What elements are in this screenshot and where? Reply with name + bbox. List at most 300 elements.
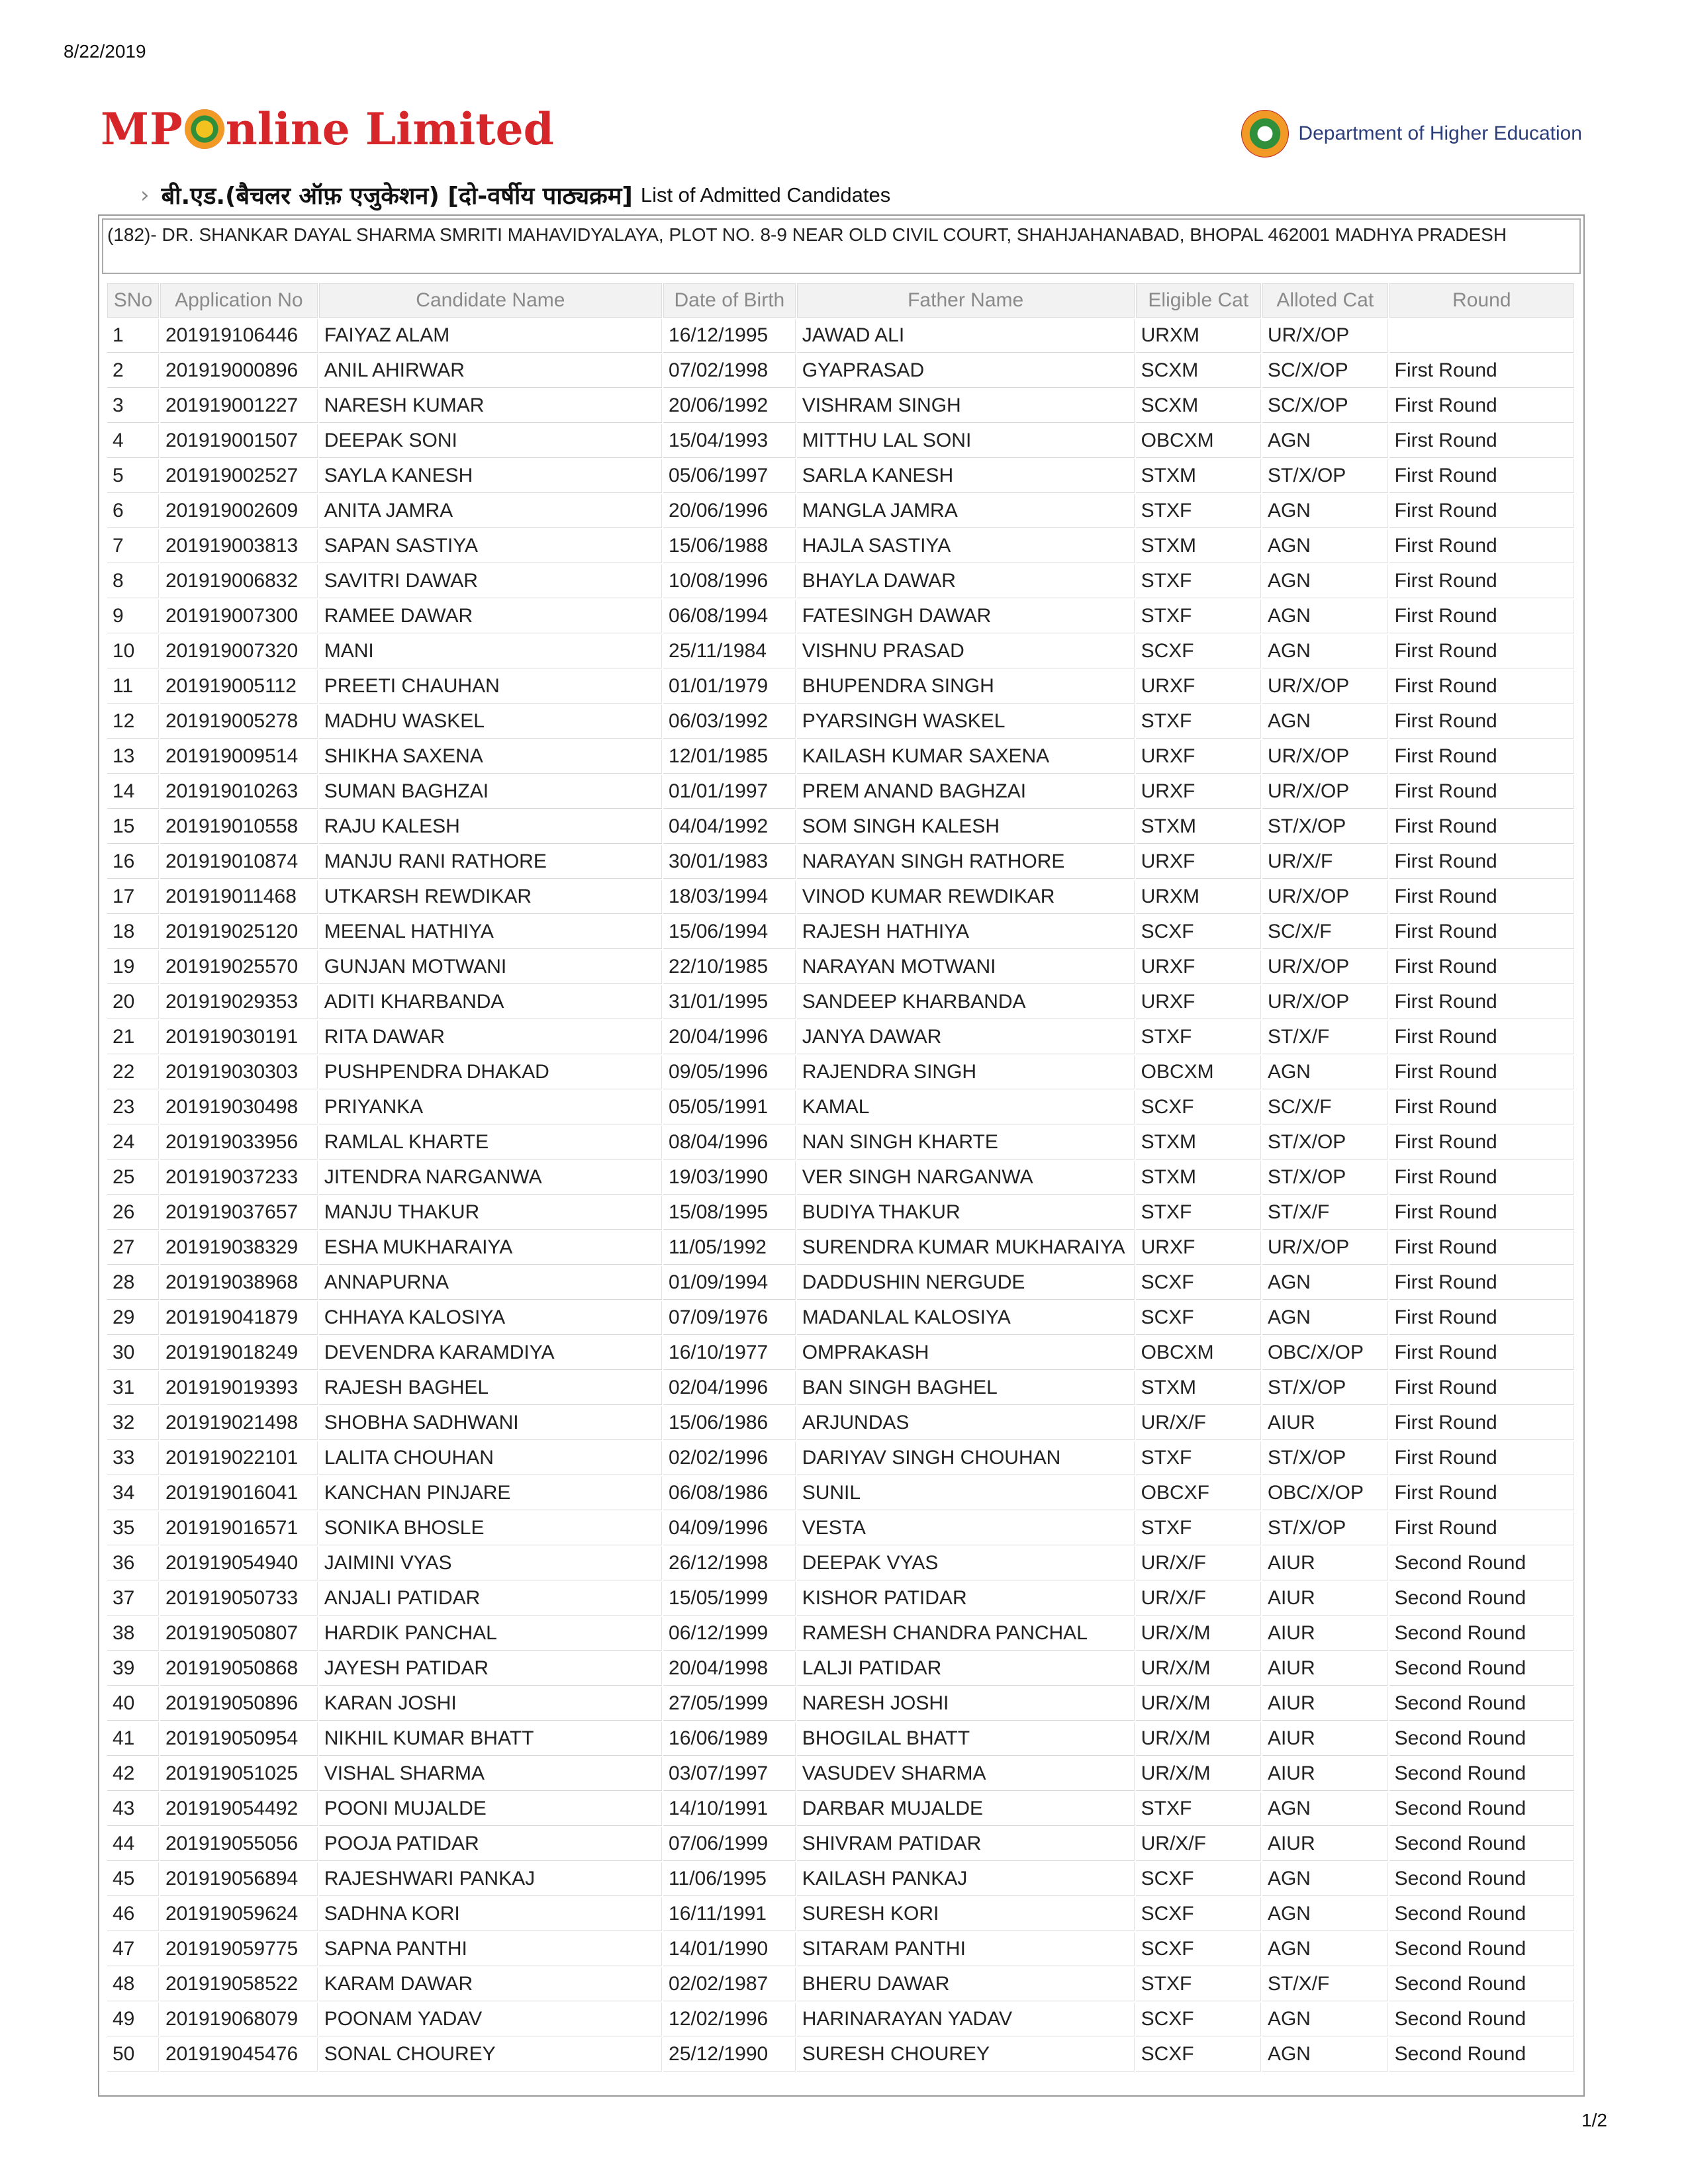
cell-eligible-cat: UR/X/F <box>1136 1406 1261 1440</box>
table-row <box>107 600 1574 633</box>
table-row <box>107 1021 1574 1054</box>
cell-round: First Round <box>1389 1126 1574 1160</box>
cell-application-no: 201919025120 <box>160 915 318 949</box>
cell-dob: 10/08/1996 <box>663 565 796 598</box>
cell-father-name: SHIVRAM PATIDAR <box>797 1827 1135 1861</box>
cell-application-no: 201919003813 <box>160 529 318 563</box>
cell-alloted-cat: AGN <box>1262 2038 1388 2071</box>
cell-dob: 20/04/1998 <box>663 1652 796 1686</box>
cell-eligible-cat: STXF <box>1136 1512 1261 1545</box>
cell-round: First Round <box>1389 670 1574 704</box>
cell-application-no: 201919005278 <box>160 705 318 739</box>
cell-father-name: RAJENDRA SINGH <box>797 1056 1135 1089</box>
cell-dob: 16/12/1995 <box>663 319 796 353</box>
cell-sno: 9 <box>107 600 159 633</box>
cell-sno: 18 <box>107 915 159 949</box>
table-row <box>107 1441 1574 1475</box>
cell-father-name: SITARAM PANTHI <box>797 1933 1135 1966</box>
cell-application-no: 201919030303 <box>160 1056 318 1089</box>
cell-father-name: VISHNU PRASAD <box>797 635 1135 668</box>
cell-father-name: DEEPAK VYAS <box>797 1547 1135 1580</box>
cell-application-no: 201919058522 <box>160 1968 318 2001</box>
cell-father-name: OMPRAKASH <box>797 1336 1135 1370</box>
cell-application-no: 201919030498 <box>160 1091 318 1124</box>
cell-alloted-cat: AGN <box>1262 635 1388 668</box>
cell-alloted-cat: SC/X/F <box>1262 915 1388 949</box>
table-row <box>107 319 1574 353</box>
cell-eligible-cat: UR/X/M <box>1136 1617 1261 1651</box>
cell-alloted-cat: UR/X/F <box>1262 845 1388 879</box>
cell-round: Second Round <box>1389 2038 1574 2071</box>
table-row <box>107 950 1574 984</box>
cell-alloted-cat: AGN <box>1262 424 1388 458</box>
cell-eligible-cat: SCXF <box>1136 915 1261 949</box>
table-row <box>107 1897 1574 1931</box>
table-row <box>107 985 1574 1019</box>
print-date: 8/22/2019 <box>64 41 146 62</box>
cell-eligible-cat: SCXF <box>1136 2038 1261 2071</box>
table-row <box>107 1862 1574 1896</box>
table-row <box>107 775 1574 809</box>
table-row <box>107 670 1574 704</box>
table-row <box>107 880 1574 914</box>
cell-eligible-cat: SCXM <box>1136 389 1261 423</box>
cell-father-name: BUDIYA THAKUR <box>797 1196 1135 1230</box>
table-row <box>107 529 1574 563</box>
cell-candidate-name: JITENDRA NARGANWA <box>319 1161 662 1195</box>
cell-eligible-cat: UR/X/M <box>1136 1757 1261 1791</box>
cell-father-name: NARAYAN SINGH RATHORE <box>797 845 1135 879</box>
cell-father-name: LALJI PATIDAR <box>797 1652 1135 1686</box>
cell-eligible-cat: UR/X/M <box>1136 1687 1261 1721</box>
cell-eligible-cat: URXF <box>1136 1231 1261 1265</box>
table-row <box>107 2003 1574 2036</box>
cell-application-no: 201919056894 <box>160 1862 318 1896</box>
cell-application-no: 201919033956 <box>160 1126 318 1160</box>
cell-dob: 15/06/1988 <box>663 529 796 563</box>
table-row <box>107 1547 1574 1580</box>
table-row <box>107 1827 1574 1861</box>
cell-alloted-cat: ST/X/OP <box>1262 1371 1388 1405</box>
cell-alloted-cat: SC/X/OP <box>1262 389 1388 423</box>
cell-application-no: 201919010558 <box>160 810 318 844</box>
cell-alloted-cat: UR/X/OP <box>1262 880 1388 914</box>
cell-application-no: 201919016041 <box>160 1477 318 1510</box>
cell-sno: 27 <box>107 1231 159 1265</box>
cell-candidate-name: MANI <box>319 635 662 668</box>
cell-dob: 09/05/1996 <box>663 1056 796 1089</box>
cell-dob: 18/03/1994 <box>663 880 796 914</box>
cell-alloted-cat: ST/X/OP <box>1262 1512 1388 1545</box>
cell-sno: 34 <box>107 1477 159 1510</box>
course-title: बी.एड.(बैचलर ऑफ़ एजुकेशन) [दो-वर्षीय पाठ्यक्रम] <box>161 183 633 210</box>
cell-round: First Round <box>1389 845 1574 879</box>
cell-father-name: BHERU DAWAR <box>797 1968 1135 2001</box>
cell-candidate-name: MANJU RANI RATHORE <box>319 845 662 879</box>
cell-dob: 25/11/1984 <box>663 635 796 668</box>
table-row <box>107 1792 1574 1826</box>
logo-text-mp: MP <box>101 103 183 155</box>
cell-candidate-name: KANCHAN PINJARE <box>319 1477 662 1510</box>
cell-candidate-name: RAJESH BAGHEL <box>319 1371 662 1405</box>
cell-sno: 11 <box>107 670 159 704</box>
cell-alloted-cat: UR/X/OP <box>1262 740 1388 774</box>
cell-eligible-cat: URXF <box>1136 775 1261 809</box>
cell-sno: 28 <box>107 1266 159 1300</box>
cell-alloted-cat: AIUR <box>1262 1687 1388 1721</box>
cell-father-name: VINOD KUMAR REWDIKAR <box>797 880 1135 914</box>
table-row <box>107 1266 1574 1300</box>
cell-candidate-name: PUSHPENDRA DHAKAD <box>319 1056 662 1089</box>
cell-candidate-name: SUMAN BAGHZAI <box>319 775 662 809</box>
cell-round: Second Round <box>1389 1617 1574 1651</box>
cell-candidate-name: UTKARSH REWDIKAR <box>319 880 662 914</box>
cell-father-name: ARJUNDAS <box>797 1406 1135 1440</box>
mponline-emblem-icon <box>185 109 224 149</box>
cell-candidate-name: DEVENDRA KARAMDIYA <box>319 1336 662 1370</box>
cell-dob: 16/06/1989 <box>663 1722 796 1756</box>
cell-application-no: 201919019393 <box>160 1371 318 1405</box>
page-heading <box>140 179 890 211</box>
cell-candidate-name: RITA DAWAR <box>319 1021 662 1054</box>
cell-alloted-cat: AGN <box>1262 1301 1388 1335</box>
cell-dob: 15/06/1994 <box>663 915 796 949</box>
cell-candidate-name: PRIYANKA <box>319 1091 662 1124</box>
cell-dob: 19/03/1990 <box>663 1161 796 1195</box>
cell-father-name: RAJESH HATHIYA <box>797 915 1135 949</box>
col-header-eligible-cat: Eligible Cat <box>1136 283 1261 318</box>
cell-eligible-cat: STXF <box>1136 494 1261 528</box>
cell-eligible-cat: URXF <box>1136 740 1261 774</box>
cell-alloted-cat: ST/X/OP <box>1262 1161 1388 1195</box>
cell-alloted-cat: ST/X/F <box>1262 1968 1388 2001</box>
cell-sno: 19 <box>107 950 159 984</box>
cell-sno: 31 <box>107 1371 159 1405</box>
cell-alloted-cat: AIUR <box>1262 1617 1388 1651</box>
cell-sno: 35 <box>107 1512 159 1545</box>
cell-eligible-cat: SCXF <box>1136 635 1261 668</box>
cell-application-no: 201919038968 <box>160 1266 318 1300</box>
cell-eligible-cat: OBCXM <box>1136 1336 1261 1370</box>
cell-dob: 11/06/1995 <box>663 1862 796 1896</box>
cell-dob: 06/08/1994 <box>663 600 796 633</box>
cell-sno: 44 <box>107 1827 159 1861</box>
table-row <box>107 1687 1574 1721</box>
cell-round: First Round <box>1389 740 1574 774</box>
cell-round: Second Round <box>1389 1933 1574 1966</box>
cell-round: First Round <box>1389 389 1574 423</box>
cell-candidate-name: FAIYAZ ALAM <box>319 319 662 353</box>
table-row <box>107 1231 1574 1265</box>
cell-application-no: 201919050896 <box>160 1687 318 1721</box>
cell-dob: 20/06/1992 <box>663 389 796 423</box>
table-row <box>107 494 1574 528</box>
cell-dob: 30/01/1983 <box>663 845 796 879</box>
cell-application-no: 201919001227 <box>160 389 318 423</box>
cell-alloted-cat: AGN <box>1262 1897 1388 1931</box>
cell-application-no: 201919050868 <box>160 1652 318 1686</box>
cell-round: Second Round <box>1389 1862 1574 1896</box>
cell-eligible-cat: URXM <box>1136 319 1261 353</box>
cell-alloted-cat: AGN <box>1262 529 1388 563</box>
cell-eligible-cat: STXF <box>1136 1792 1261 1826</box>
col-header-dob: Date of Birth <box>663 283 796 318</box>
cell-alloted-cat: AGN <box>1262 1056 1388 1089</box>
cell-dob: 15/04/1993 <box>663 424 796 458</box>
cell-candidate-name: RAJU KALESH <box>319 810 662 844</box>
cell-round: First Round <box>1389 1441 1574 1475</box>
cell-candidate-name: SAPNA PANTHI <box>319 1933 662 1966</box>
cell-dob: 14/10/1991 <box>663 1792 796 1826</box>
cell-round: First Round <box>1389 354 1574 388</box>
cell-father-name: DADDUSHIN NERGUDE <box>797 1266 1135 1300</box>
cell-sno: 22 <box>107 1056 159 1089</box>
dhe-emblem-icon <box>1241 110 1289 158</box>
table-row <box>107 1652 1574 1686</box>
cell-eligible-cat: OBCXM <box>1136 424 1261 458</box>
cell-father-name: SARLA KANESH <box>797 459 1135 493</box>
cell-round: First Round <box>1389 1336 1574 1370</box>
cell-candidate-name: MADHU WASKEL <box>319 705 662 739</box>
cell-sno: 24 <box>107 1126 159 1160</box>
col-header-application-no: Application No <box>160 283 318 318</box>
cell-application-no: 201919016571 <box>160 1512 318 1545</box>
cell-alloted-cat: AGN <box>1262 600 1388 633</box>
cell-dob: 01/01/1979 <box>663 670 796 704</box>
table-row <box>107 1196 1574 1230</box>
cell-application-no: 201919059775 <box>160 1933 318 1966</box>
cell-dob: 20/04/1996 <box>663 1021 796 1054</box>
cell-round: Second Round <box>1389 2003 1574 2036</box>
cell-candidate-name: SHOBHA SADHWANI <box>319 1406 662 1440</box>
cell-alloted-cat: AIUR <box>1262 1582 1388 1615</box>
cell-candidate-name: SAVITRI DAWAR <box>319 565 662 598</box>
cell-candidate-name: JAIMINI VYAS <box>319 1547 662 1580</box>
table-row <box>107 1617 1574 1651</box>
cell-candidate-name: SONAL CHOUREY <box>319 2038 662 2071</box>
cell-father-name: SURENDRA KUMAR MUKHARAIYA <box>797 1231 1135 1265</box>
table-row <box>107 1968 1574 2001</box>
cell-sno: 43 <box>107 1792 159 1826</box>
cell-eligible-cat: STXM <box>1136 810 1261 844</box>
cell-alloted-cat: AGN <box>1262 1792 1388 1826</box>
cell-sno: 46 <box>107 1897 159 1931</box>
cell-round: First Round <box>1389 1021 1574 1054</box>
cell-dob: 02/02/1996 <box>663 1441 796 1475</box>
cell-dob: 08/04/1996 <box>663 1126 796 1160</box>
cell-candidate-name: ANITA JAMRA <box>319 494 662 528</box>
cell-application-no: 201919045476 <box>160 2038 318 2071</box>
cell-eligible-cat: UR/X/F <box>1136 1827 1261 1861</box>
cell-sno: 13 <box>107 740 159 774</box>
cell-alloted-cat: AIUR <box>1262 1827 1388 1861</box>
cell-sno: 48 <box>107 1968 159 2001</box>
cell-round: First Round <box>1389 810 1574 844</box>
page-number: 1/2 <box>1581 2110 1607 2130</box>
cell-eligible-cat: URXF <box>1136 950 1261 984</box>
cell-round: First Round <box>1389 494 1574 528</box>
cell-round: First Round <box>1389 1477 1574 1510</box>
cell-round: First Round <box>1389 1231 1574 1265</box>
cell-sno: 12 <box>107 705 159 739</box>
cell-sno: 1 <box>107 319 159 353</box>
table-row <box>107 1757 1574 1791</box>
cell-sno: 17 <box>107 880 159 914</box>
table-row <box>107 845 1574 879</box>
cell-candidate-name: SHIKHA SAXENA <box>319 740 662 774</box>
table-row <box>107 1582 1574 1615</box>
cell-alloted-cat: ST/X/F <box>1262 1021 1388 1054</box>
cell-candidate-name: JAYESH PATIDAR <box>319 1652 662 1686</box>
cell-alloted-cat: AGN <box>1262 1933 1388 1966</box>
cell-sno: 3 <box>107 389 159 423</box>
cell-eligible-cat: URXF <box>1136 670 1261 704</box>
cell-father-name: PREM ANAND BAGHZAI <box>797 775 1135 809</box>
cell-alloted-cat: ST/X/F <box>1262 1196 1388 1230</box>
table-row <box>107 1406 1574 1440</box>
table-row <box>107 1161 1574 1195</box>
cell-round: First Round <box>1389 1196 1574 1230</box>
cell-sno: 32 <box>107 1406 159 1440</box>
cell-father-name: KAILASH PANKAJ <box>797 1862 1135 1896</box>
cell-dob: 12/02/1996 <box>663 2003 796 2036</box>
cell-application-no: 201919037233 <box>160 1161 318 1195</box>
cell-sno: 2 <box>107 354 159 388</box>
cell-round: First Round <box>1389 1161 1574 1195</box>
cell-round: Second Round <box>1389 1582 1574 1615</box>
cell-father-name: BHUPENDRA SINGH <box>797 670 1135 704</box>
cell-application-no: 201919002609 <box>160 494 318 528</box>
cell-candidate-name: SADHNA KORI <box>319 1897 662 1931</box>
cell-round <box>1389 319 1574 353</box>
cell-father-name: BHOGILAL BHATT <box>797 1722 1135 1756</box>
cell-round: First Round <box>1389 950 1574 984</box>
cell-dob: 06/08/1986 <box>663 1477 796 1510</box>
cell-sno: 49 <box>107 2003 159 2036</box>
cell-sno: 20 <box>107 985 159 1019</box>
cell-application-no: 201919050733 <box>160 1582 318 1615</box>
cell-father-name: MANGLA JAMRA <box>797 494 1135 528</box>
cell-round: First Round <box>1389 1512 1574 1545</box>
cell-father-name: FATESINGH DAWAR <box>797 600 1135 633</box>
cell-alloted-cat: AGN <box>1262 565 1388 598</box>
cell-father-name: VESTA <box>797 1512 1135 1545</box>
cell-candidate-name: DEEPAK SONI <box>319 424 662 458</box>
cell-father-name: VISHRAM SINGH <box>797 389 1135 423</box>
table-row <box>107 459 1574 493</box>
cell-application-no: 201919050954 <box>160 1722 318 1756</box>
cell-candidate-name: LALITA CHOUHAN <box>319 1441 662 1475</box>
cell-sno: 37 <box>107 1582 159 1615</box>
cell-father-name: JANYA DAWAR <box>797 1021 1135 1054</box>
cell-candidate-name: ANIL AHIRWAR <box>319 354 662 388</box>
cell-round: First Round <box>1389 1301 1574 1335</box>
table-row <box>107 1512 1574 1545</box>
cell-alloted-cat: OBC/X/OP <box>1262 1477 1388 1510</box>
cell-eligible-cat: OBCXM <box>1136 1056 1261 1089</box>
cell-candidate-name: NARESH KUMAR <box>319 389 662 423</box>
cell-sno: 4 <box>107 424 159 458</box>
cell-father-name: NARAYAN MOTWANI <box>797 950 1135 984</box>
cell-round: Second Round <box>1389 1897 1574 1931</box>
table-header-row <box>107 283 1574 318</box>
cell-application-no: 201919021498 <box>160 1406 318 1440</box>
cell-eligible-cat: URXM <box>1136 880 1261 914</box>
cell-application-no: 201919054492 <box>160 1792 318 1826</box>
cell-eligible-cat: UR/X/M <box>1136 1652 1261 1686</box>
table-row <box>107 389 1574 423</box>
dhe-logo <box>1241 110 1582 158</box>
cell-candidate-name: GUNJAN MOTWANI <box>319 950 662 984</box>
cell-alloted-cat: SC/X/OP <box>1262 354 1388 388</box>
cell-sno: 7 <box>107 529 159 563</box>
table-row <box>107 1933 1574 1966</box>
cell-dob: 31/01/1995 <box>663 985 796 1019</box>
cell-eligible-cat: STXM <box>1136 459 1261 493</box>
cell-dob: 04/04/1992 <box>663 810 796 844</box>
cell-candidate-name: ADITI KHARBANDA <box>319 985 662 1019</box>
cell-dob: 05/05/1991 <box>663 1091 796 1124</box>
cell-alloted-cat: UR/X/OP <box>1262 985 1388 1019</box>
cell-round: First Round <box>1389 1091 1574 1124</box>
table-row <box>107 424 1574 458</box>
cell-candidate-name: PREETI CHAUHAN <box>319 670 662 704</box>
cell-father-name: MITTHU LAL SONI <box>797 424 1135 458</box>
cell-candidate-name: MEENAL HATHIYA <box>319 915 662 949</box>
cell-round: First Round <box>1389 985 1574 1019</box>
cell-application-no: 201919007320 <box>160 635 318 668</box>
cell-eligible-cat: SCXF <box>1136 1862 1261 1896</box>
table-row <box>107 1336 1574 1370</box>
cell-eligible-cat: UR/X/F <box>1136 1582 1261 1615</box>
cell-candidate-name: MANJU THAKUR <box>319 1196 662 1230</box>
cell-application-no: 201919055056 <box>160 1827 318 1861</box>
cell-alloted-cat: UR/X/OP <box>1262 319 1388 353</box>
cell-application-no: 201919050807 <box>160 1617 318 1651</box>
col-header-candidate-name: Candidate Name <box>319 283 662 318</box>
cell-dob: 15/08/1995 <box>663 1196 796 1230</box>
cell-dob: 07/06/1999 <box>663 1827 796 1861</box>
cell-eligible-cat: SCXF <box>1136 1091 1261 1124</box>
cell-alloted-cat: UR/X/OP <box>1262 775 1388 809</box>
cell-alloted-cat: AIUR <box>1262 1406 1388 1440</box>
cell-eligible-cat: UR/X/M <box>1136 1722 1261 1756</box>
cell-application-no: 201919001507 <box>160 424 318 458</box>
cell-candidate-name: KARAN JOSHI <box>319 1687 662 1721</box>
cell-candidate-name: RAMEE DAWAR <box>319 600 662 633</box>
cell-father-name: KISHOR PATIDAR <box>797 1582 1135 1615</box>
cell-round: First Round <box>1389 565 1574 598</box>
cell-alloted-cat: UR/X/OP <box>1262 1231 1388 1265</box>
cell-candidate-name: SONIKA BHOSLE <box>319 1512 662 1545</box>
cell-alloted-cat: AGN <box>1262 1266 1388 1300</box>
cell-alloted-cat: AIUR <box>1262 1722 1388 1756</box>
cell-dob: 27/05/1999 <box>663 1687 796 1721</box>
cell-round: First Round <box>1389 880 1574 914</box>
table-row <box>107 1301 1574 1335</box>
cell-father-name: GYAPRASAD <box>797 354 1135 388</box>
cell-round: First Round <box>1389 705 1574 739</box>
cell-father-name: HAJLA SASTIYA <box>797 529 1135 563</box>
cell-alloted-cat: SC/X/F <box>1262 1091 1388 1124</box>
cell-alloted-cat: AGN <box>1262 1862 1388 1896</box>
cell-eligible-cat: STXF <box>1136 1441 1261 1475</box>
cell-dob: 07/09/1976 <box>663 1301 796 1335</box>
cell-application-no: 201919007300 <box>160 600 318 633</box>
cell-candidate-name: ANJALI PATIDAR <box>319 1582 662 1615</box>
cell-sno: 6 <box>107 494 159 528</box>
college-name: (182)- DR. SHANKAR DAYAL SHARMA SMRITI MAHAVIDYALAYA, PLOT NO. 8-9 NEAR OLD CIVIL COURT, SHAHJAHANABAD, BHOPAL 462001 MADHYA PRADESH <box>102 218 1581 274</box>
